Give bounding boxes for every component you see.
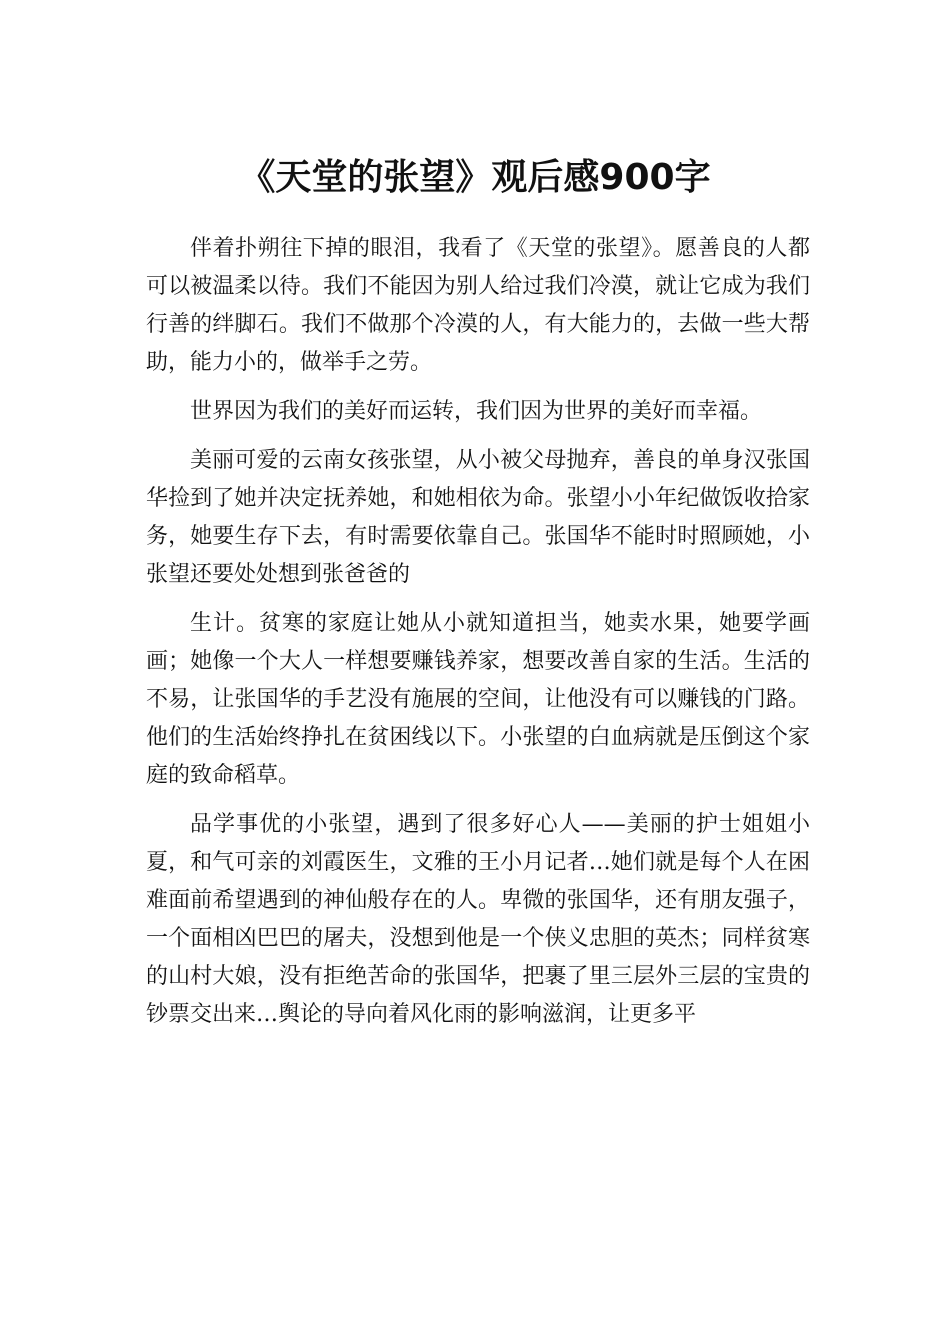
paragraph-5: 品学事优的小张望，遇到了很多好心人——美丽的护士姐姐小夏，和气可亲的刘霞医生，文雅的王小月记者…她们就是每个人在困难面前希望遇到的神仙般存在的人。卑微的张国华，还有朋友强子，一个面相凶巴巴的屠夫，没想到他是一个侠义忠胆的英杰；同样贫寒的山村大娘，没有拒绝苦命的张国华，把裹了里三层外三层的宝贵的钞票交出来…舆论的导向着风化雨的影响滋润，让更多平: [146, 812, 810, 1027]
document-title: 《天堂的张望》观后感900字: [239, 157, 711, 199]
paragraph-1: 伴着扑朔往下掉的眼泪，我看了《天堂的张望》。愿善良的人都可以被温柔以待。我们不能因为别人给过我们冷漠，就让它成为我们行善的绊脚石。我们不做那个冷漠的人，有大能力的，去做一些大帮助，能力小的，做举手之劳。: [146, 236, 810, 375]
paragraph-3: 美丽可爱的云南女孩张望，从小被父母抛弃，善良的单身汉张国华捡到了她并决定抚养她，和她相依为命。张望小小年纪做饭收拾家务，她要生存下去，有时需要依靠自己。张国华不能时时照顾她，小张望还要处处想到张爸爸的: [146, 448, 810, 587]
paragraph-4: 生计。贫寒的家庭让她从小就知道担当，她卖水果，她要学画画；她像一个大人一样想要赚钱养家，想要改善自家的生活。生活的不易，让张国华的手艺没有施展的空间，让他没有可以赚钱的门路。他们的生活始终挣扎在贫困线以下。小张望的白血病就是压倒这个家庭的致命稻草。: [146, 611, 810, 788]
document-body: [146, 230, 810, 1045]
paragraph-2: 世界因为我们的美好而运转，我们因为世界的美好而幸福。: [190, 399, 763, 424]
